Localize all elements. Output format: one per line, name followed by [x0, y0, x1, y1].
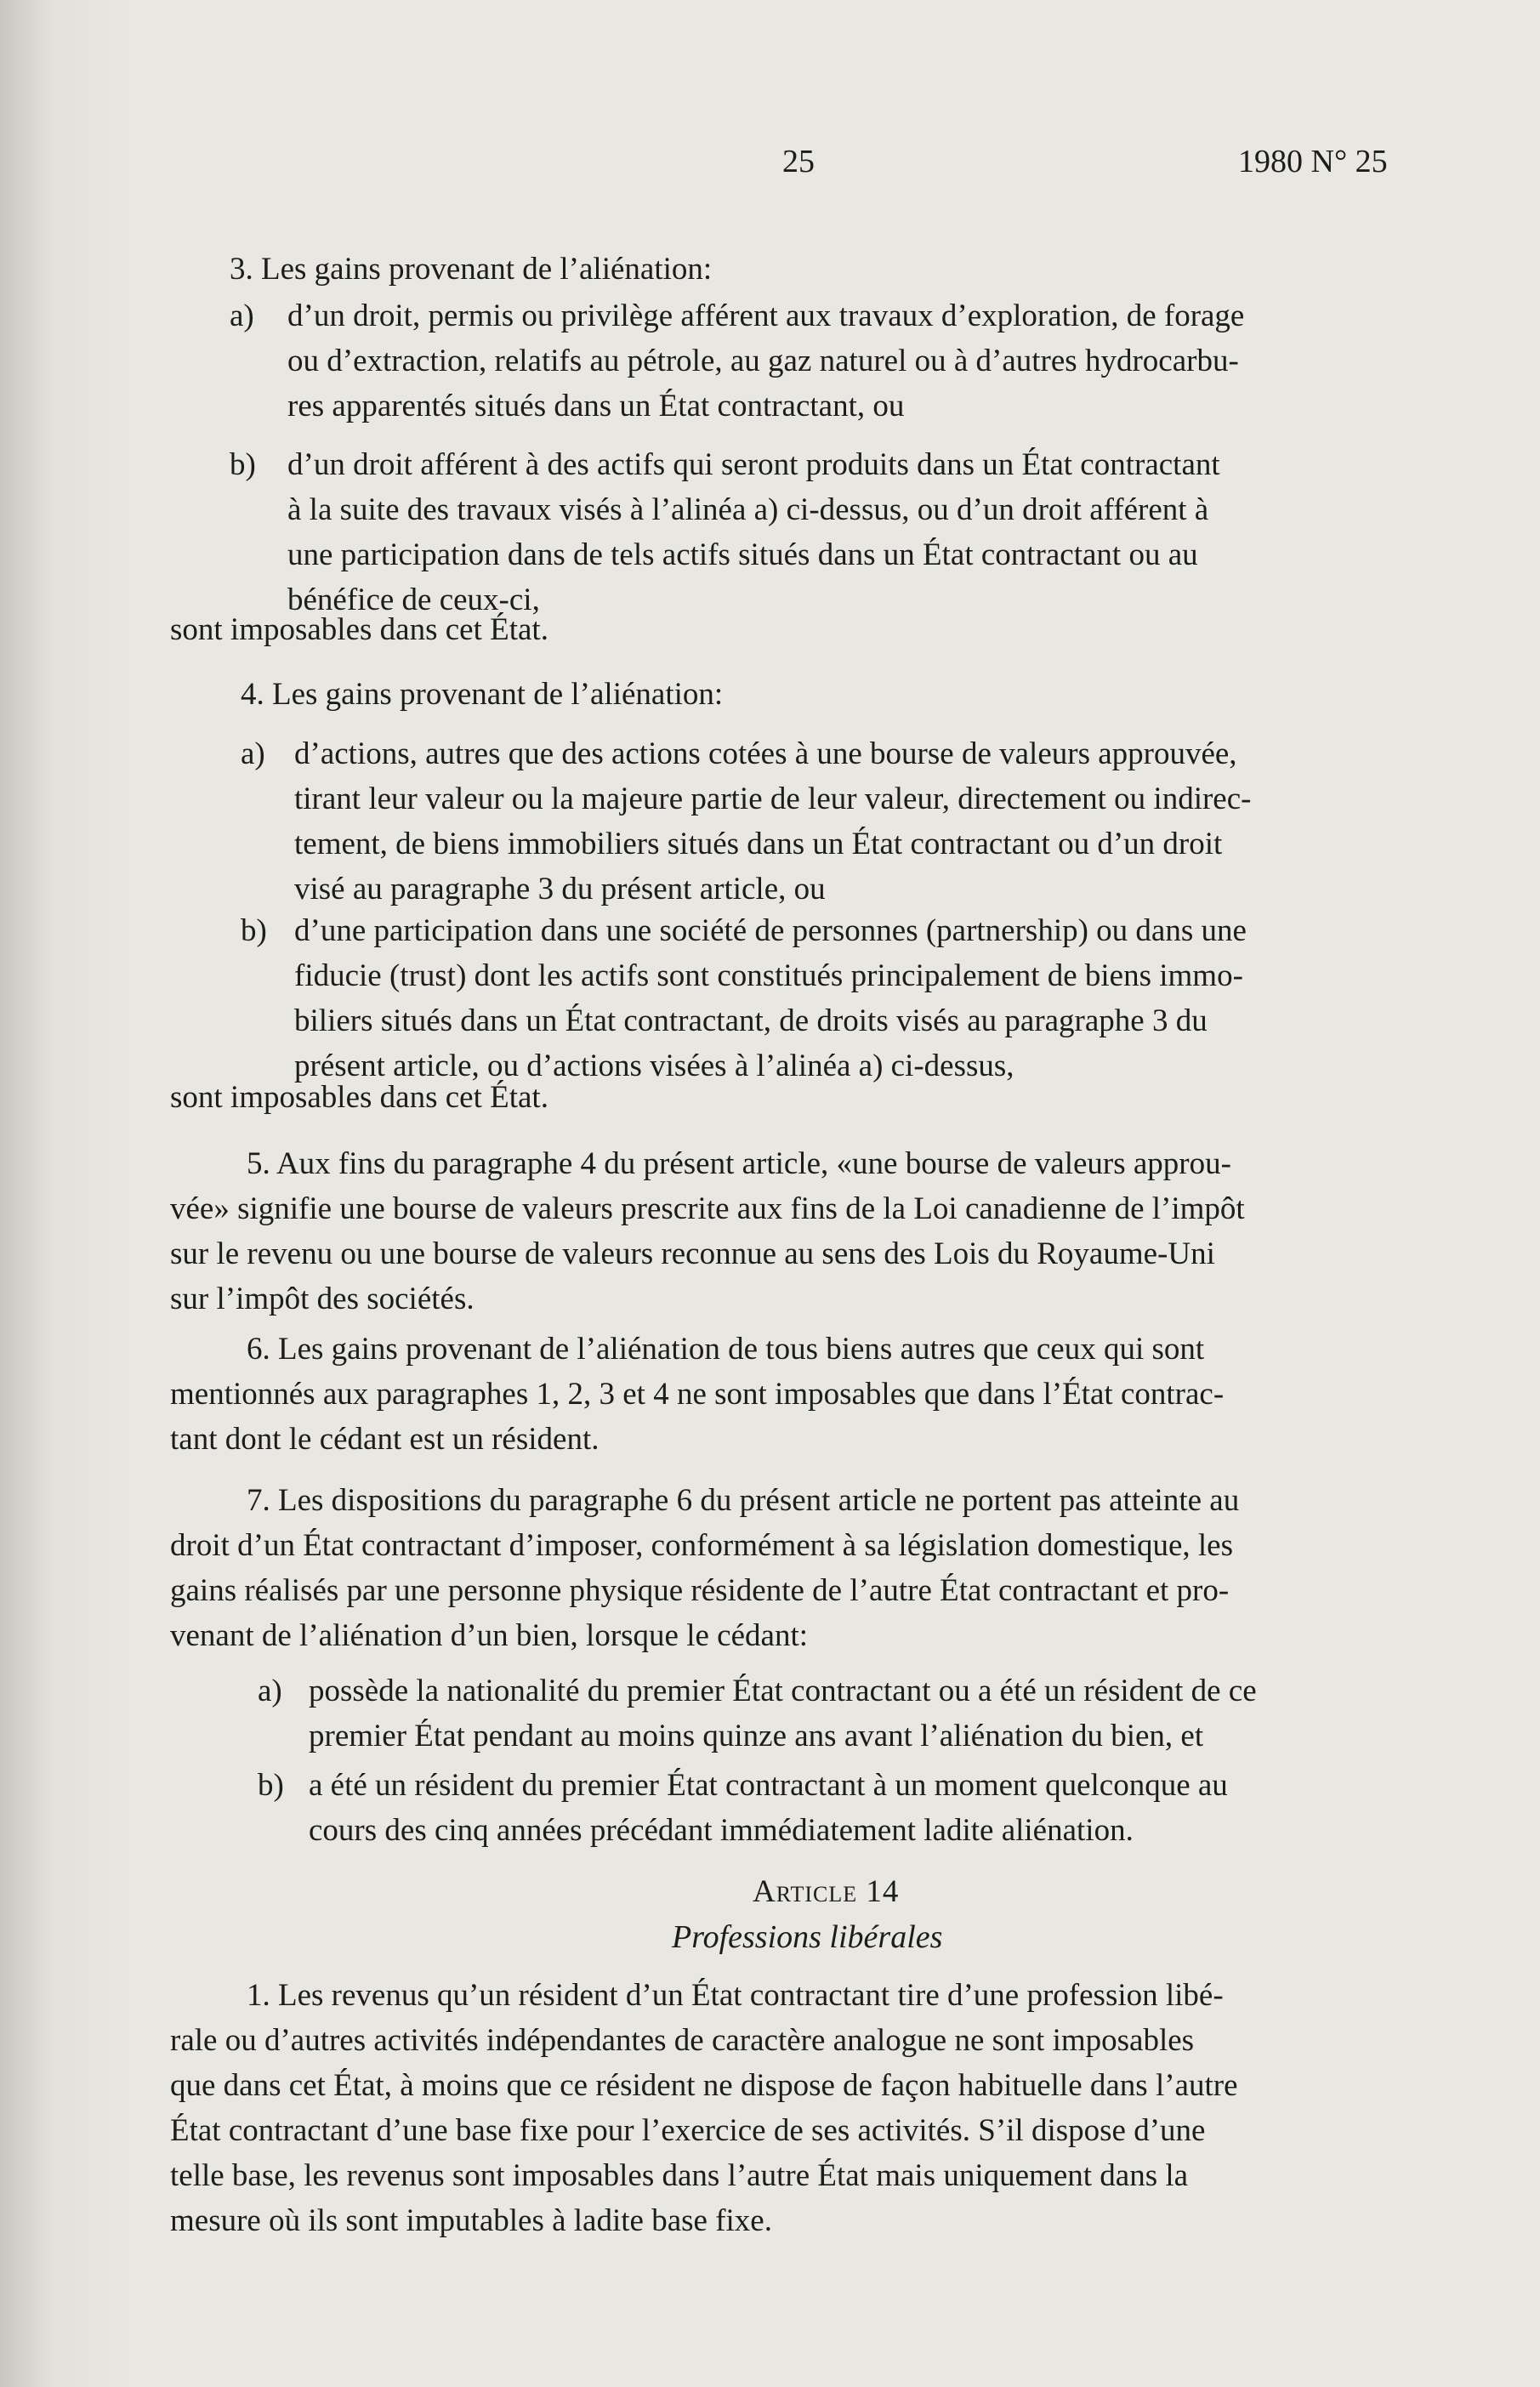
article-p1-line-3: que dans cet État, à moins que ce résident ne dispose de façon habituelle dans l’autre [170, 2068, 1238, 2103]
p7-a-line-2: premier État pendant au moins quinze ans avant l’aliénation du bien, et [309, 1719, 1204, 1753]
p4-a-line-4: visé au paragraphe 3 du présent article, ou [294, 872, 826, 906]
article-title: Article 14 [753, 1874, 900, 1909]
p3-conclusion: sont imposables dans cet État. [170, 612, 548, 647]
article-p1-line-6: mesure où ils sont imputables à ladite base fixe. [170, 2203, 772, 2238]
p3-intro: 3. Les gains provenant de l’aliénation: [230, 252, 713, 287]
p3-b-label: b) [230, 447, 256, 482]
p4-b-line-4: présent article, ou d’actions visées à l’alinéa a) ci-dessus, [294, 1049, 1014, 1083]
p7-line-3: gains réalisés par une personne physique résidente de l’autre État contractant et pro- [170, 1573, 1230, 1608]
p4-a-line-1: d’actions, autres que des actions cotées à une bourse de valeurs approuvée, [294, 736, 1237, 771]
article-p1-line-1: 1. Les revenus qu’un résident d’un État contractant tire d’une profession libé- [247, 1978, 1224, 2013]
p6-line-2: mentionnés aux paragraphes 1, 2, 3 et 4 ne sont imposables que dans l’État contrac- [170, 1377, 1225, 1412]
p4-b-label: b) [241, 913, 267, 948]
article-p1-line-2: rale ou d’autres activités indépendantes de caractère analogue ne sont imposables [170, 2023, 1195, 2058]
p7-line-4: venant de l’aliénation d’un bien, lorsque le cédant: [170, 1618, 809, 1653]
article-p1-line-5: telle base, les revenus sont imposables dans l’autre État mais uniquement dans la [170, 2158, 1189, 2193]
p5-line-1: 5. Aux fins du paragraphe 4 du présent article, «une bourse de valeurs approu- [247, 1146, 1231, 1181]
p3-b-line-1: d’un droit afférent à des actifs qui seront produits dans un État contractant [287, 447, 1220, 482]
article-p1-line-4: État contractant d’une base fixe pour l’exercice de ses activités. S’il dispose d’une [170, 2113, 1206, 2148]
p3-b-line-2: à la suite des travaux visés à l’alinéa a) ci-dessus, ou d’un droit afférent à [287, 492, 1209, 527]
running-head: 1980 N° 25 [1238, 144, 1388, 179]
p4-a-label: a) [241, 736, 265, 771]
p7-b-line-1: a été un résident du premier État contractant à un moment quelconque au [309, 1768, 1228, 1803]
page-number: 25 [782, 144, 815, 179]
p5-line-3: sur le revenu ou une bourse de valeurs reconnue au sens des Lois du Royaume-Uni [170, 1236, 1215, 1271]
p7-b-label: b) [258, 1768, 284, 1803]
p3-b-line-4: bénéfice de ceux-ci, [287, 583, 540, 617]
p6-line-1: 6. Les gains provenant de l’aliénation de tous biens autres que ceux qui sont [247, 1332, 1205, 1367]
p7-a-label: a) [258, 1674, 282, 1708]
p7-b-line-2: cours des cinq années précédant immédiatement ladite aliénation. [309, 1813, 1134, 1848]
p7-line-2: droit d’un État contractant d’imposer, conformément à sa législation domestique, les [170, 1528, 1233, 1563]
p4-b-line-2: fiducie (trust) dont les actifs sont constitués principalement de biens immo- [294, 958, 1243, 993]
p4-conclusion: sont imposables dans cet État. [170, 1080, 548, 1115]
article-subtitle: Professions libérales [672, 1919, 943, 1955]
p3-b-line-3: une participation dans de tels actifs situés dans un État contractant ou au [287, 537, 1198, 572]
p3-a-line-2: ou d’extraction, relatifs au pétrole, au gaz naturel ou à d’autres hydrocarbu- [287, 344, 1239, 378]
p3-a-label: a) [230, 298, 254, 333]
p4-intro: 4. Les gains provenant de l’aliénation: [241, 677, 724, 712]
p4-a-line-3: tement, de biens immobiliers situés dans un État contractant ou d’un droit [294, 827, 1223, 861]
p3-a-line-3: res apparentés situés dans un État contractant, ou [287, 389, 905, 423]
p5-line-2: vée» signifie une bourse de valeurs prescrite aux fins de la Loi canadienne de l’impôt [170, 1191, 1245, 1226]
p4-b-line-1: d’une participation dans une société de personnes (partnership) ou dans une [294, 913, 1247, 948]
p7-a-line-1: possède la nationalité du premier État contractant ou a été un résident de ce [309, 1674, 1257, 1708]
p4-a-line-2: tirant leur valeur ou la majeure partie de leur valeur, directement ou indirec- [294, 781, 1252, 816]
p3-a-line-1: d’un droit, permis ou privilège afférent aux travaux d’exploration, de forage [287, 298, 1245, 333]
p6-line-3: tant dont le cédant est un résident. [170, 1422, 600, 1457]
p4-b-line-3: biliers situés dans un État contractant, de droits visés au paragraphe 3 du [294, 1003, 1208, 1038]
p5-line-4: sur l’impôt des sociétés. [170, 1282, 475, 1316]
p7-line-1: 7. Les dispositions du paragraphe 6 du présent article ne portent pas atteinte au [247, 1483, 1240, 1518]
